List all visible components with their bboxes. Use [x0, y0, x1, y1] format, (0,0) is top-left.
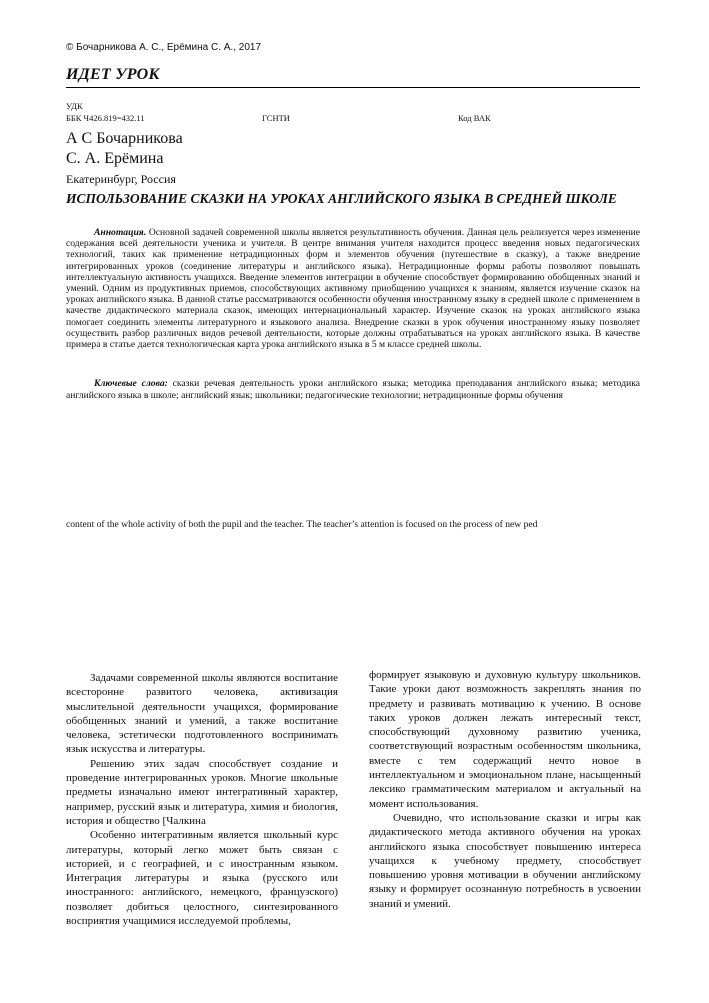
keywords-text: сказки речевая деятельность уроки английского языка; методика преподавания английского языка; методика английского языка в школе; английский язык; школьники; педагогические технологии; нетрадиционные формы обучения [66, 378, 640, 401]
section-heading: ИДЕТ УРОК [66, 66, 160, 83]
english-abstract-fragment: content of the whole activity of both the pupil and the teacher. The teacher’s attention is focused on the process of new ped [66, 519, 538, 530]
vak-code: Код ВАК [458, 113, 491, 123]
body-paragraph: формирует языковую и духовную культуру школьников. Такие уроки дают возможность закреплять знания по предмету и развивать мотивацию к учению. В основе таких уроков должен лежать интересный текст, способствующий духовному развитию ученика, соответствующий возрастным особенностям школьника, вместе с тем содержащий нечто новое в интеллектуальном и эмоциональном плане, насыщенный лексико грамматическим материалом и актуальный на момент использования. [369, 669, 641, 810]
author-name: А С Бочарникова [66, 130, 183, 147]
grnti-code: ГСНТИ [262, 113, 290, 123]
body-paragraph: Задачами современной школы являются воспитание всесторонне развитого человека, активизация мыслительной деятельности учащихся, формирование обобщенных знаний и умений, а также воспитание человека, эстетически подготовленного воспринимать язык искусства и литературы. [66, 672, 338, 756]
keywords-label: Ключевые слова: [94, 378, 168, 389]
body-right-column [369, 668, 641, 911]
author-city: Екатеринбург, Россия [66, 172, 176, 186]
author-name: С. А. Ерёмина [66, 150, 164, 167]
section-divider [66, 87, 640, 88]
body-paragraph: Решению этих задач способствует создание и проведение интегрированных уроков. Многие школьные предметы изначально имеют интегративный характер, например, русский язык и литература, химия и биология, история и общество [Чалкина [66, 757, 338, 827]
body-left-column [66, 671, 338, 928]
keywords [66, 378, 640, 401]
abstract-text: Основной задачей современной школы является результативность обучения. Данная цель реализуется через изменение содержания всей деятельности ученика и учителя. В центре внимания учителя находится процесс введения новых педагогических технологий, таких как применение нетрадиционных форм и элементов обучения (путешествие в сказку), а также внедрение интегрированных уроков (соединение литературы и английского языка). Нетрадиционные формы работы позволяют повышать интеллектуальную активность учащихся. Введение элементов интеграции в обучение способствует формированию обобщенных знаний и умений. Одним из продуктивных приемов, способствующих активному приобщению учащихся к знаниям, является изучение сказок на уроках английского языка. В данной статье рассматриваются особенности обучения иностранному языку в средней школе с применением в качестве дидактического материала сказок, имеющих интернациональный характер. Изучение сказок на уроках английского языка помогает соединить элементы литературного и языкового анализа. Внедрение сказки в урок обучения иностранному языку позволяет осуществить разбор различных видов речевой деятельности, которые должны отрабатываться на уроках английского языка. В качестве примера в статье дается технологическая карта урока английского языка в 5 м классе средней школы. [66, 227, 640, 351]
abstract-label: Аннотация. [94, 227, 147, 238]
bbk-code: ББК Ч426.819=432.11 [66, 113, 145, 123]
body-paragraph: Особенно интегративным является школьный курс литературы, который легко может быть связан с историей, и с географией, и с иностранным языком. Интеграция литературы и языка (русского или иностранного: английского, немецкого, французского) позволяет добиться целостного, синтезированного восприятия учащимися исследуемой проблемы, [66, 829, 338, 928]
abstract [66, 227, 640, 350]
body-paragraph: Очевидно, что использование сказки и игры как дидактического метода активного обучения на уроках английского языка способствует повышению интереса учащихся к учебному предмету, способствует повышению уровня мотивации в обучении английскому языку и формирует осознанную потребность в усвоении знаний и умений. [369, 811, 641, 910]
article-title: ИСПОЛЬЗОВАНИЕ СКАЗКИ НА УРОКАХ АНГЛИЙСКОГО ЯЗЫКА В СРЕДНЕЙ ШКОЛЕ [66, 191, 617, 206]
udk-code: УДК [66, 101, 83, 111]
copyright-notice: © Бочарникова А. С., Ерёмина С. А., 2017 [66, 42, 262, 53]
